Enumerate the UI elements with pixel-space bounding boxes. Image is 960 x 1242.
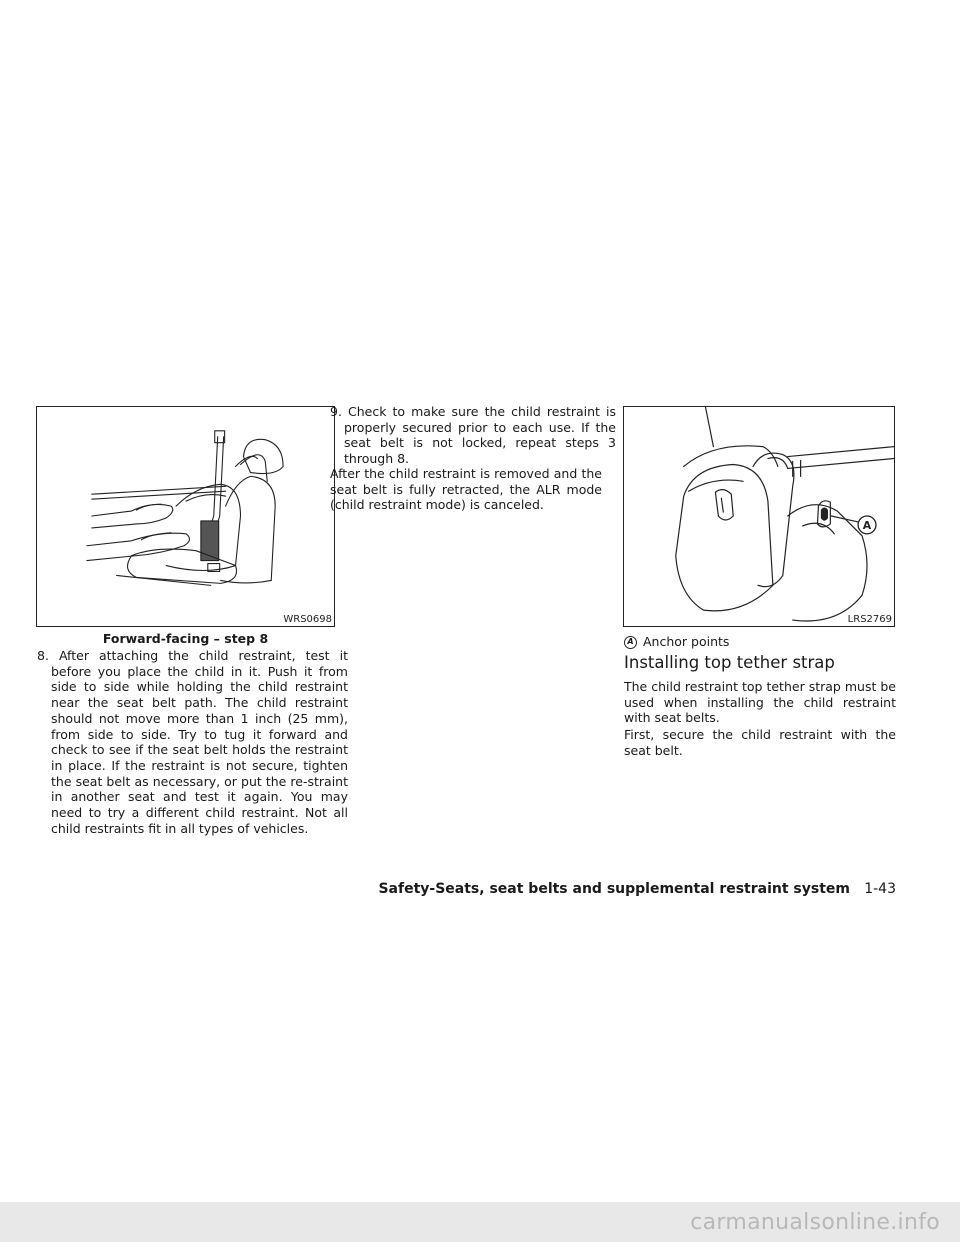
figure-code: WRS0698: [283, 614, 332, 625]
anchor-illustration: [624, 407, 894, 626]
figure-caption: Forward-facing – step 8: [102, 631, 269, 646]
section-para-1: The child restraint top tether strap must be used when installing the child restraint with seat belts.: [624, 679, 896, 726]
legend-text: Anchor points: [643, 634, 730, 649]
legend-a-icon: A: [624, 636, 637, 649]
step-8-text: 8. After attaching the child restraint, test it before you place the child in it. Push it from side to side while holding the child restraint near the seat belt path. The child restraint should not move more than 1 inch (25 mm), from side to side. Try to tug it forward and check to see if the seat belt holds the restraint in place. If the restraint is not secure, tighten the seat belt as necessary, or put the re-straint in another seat and test it again. You may need to try a different child restraint. Not all child restraints fit in all types of vehicles.: [37, 648, 348, 836]
page-number: 1-43: [864, 881, 896, 897]
legend-row: [624, 634, 729, 650]
watermark-text: carmanualsonline.info: [690, 1209, 940, 1235]
footer-section-title: Safety-Seats, seat belts and supplemental restraint system: [378, 881, 850, 897]
step-9-text: 9. Check to make sure the child restraint is properly secured prior to each use. If the seat belt is not locked, repeat steps 3 through 8.: [330, 404, 616, 467]
figure-anchor-points: [623, 406, 895, 627]
child-seat-illustration: [37, 407, 334, 626]
alr-paragraph: After the child restraint is removed and the seat belt is fully retracted, the ALR mode (child restraint mode) is canceled.: [330, 466, 602, 513]
figure-code: LRS2769: [847, 614, 892, 625]
watermark-bar: [0, 1202, 960, 1242]
callout-a: A: [862, 518, 872, 532]
figure-forward-facing: [36, 406, 335, 627]
section-heading: Installing top tether strap: [624, 653, 835, 672]
section-para-2: First, secure the child restraint with the seat belt.: [624, 727, 896, 758]
